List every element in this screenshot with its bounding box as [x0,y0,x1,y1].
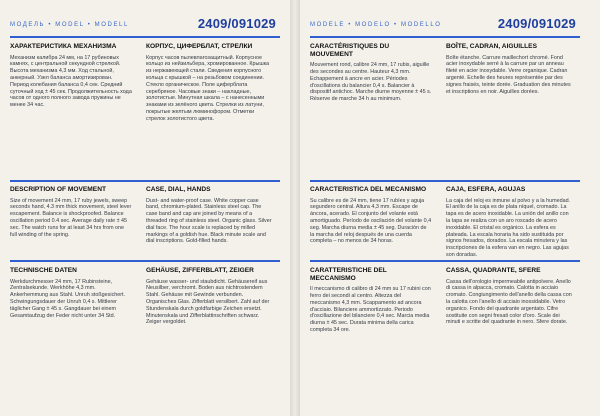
section-movement-es [310,186,432,245]
section-title: CARATTERISTICHE DEL MECCANISMO [310,267,387,282]
section-movement-ru [10,43,132,109]
section-body: Werkdurchmesser 24 mm, 17 Rubinsteine, Zentralsekunde. Werkhöhe 4,3 mm. Ankerhemmung aus Stahl. Unruh stoßgesichert. Schwingungsdauer der Unruh 0,4 s. Mittlerer täglicher Gang ± 45 s. Gangdauer bei einem Gesamtaufzug der Feder nicht unter 34 Std. [10,278,126,319]
divider-rule [310,36,580,38]
section-movement-en [10,186,132,238]
section-case-es [446,186,572,259]
right-header [300,18,590,34]
section-body: Механизм калибра 24 мм, на 17 рубиновых камнях, с центральной секундной стрелкой. Высота механизма 4,3 мм. Ход стальной, анкерный. Узел баланса амортизирован. Период колебания баланса 0,4 сек. Средний суточный ход ± 45 сек. Продолжительность хода часов от одного полного завода пружины не менее 34 час. [10,54,132,109]
section-body: La caja del reloj es inmune al polvo y a la humedad. El anillo de la caja es de plata níquel, cromado. La tapa es de acero inoxidable. La unión del anillo con la tapa se realiza con un aro roscado de acero inoxidable. El cristal es orgánico. La esfera es plateada. La escala horaria ha sido sustituida por signos fresados, dorados. La escala minutera y las inscripciones de la esfera van en negro. Las agujas son doradas. [446,197,571,258]
section-case-it [446,267,572,326]
section-case-ru [146,43,272,123]
section-movement-it [310,267,432,334]
section-title: TECHNISCHE DATEN [10,267,77,274]
divider-rule [310,180,580,182]
section-title: CAJA, ESFERA, AGUJAS [446,186,526,193]
section-title: КОРПУС, ЦИФЕРБЛАТ, СТРЕЛКИ [146,43,253,50]
divider-rule [10,180,280,182]
section-case-de [146,267,272,326]
section-title: DESCRIPTION OF MOVEMENT [10,186,106,193]
section-body: Mouvement rond, calibre 24 mm, 17 rubis, aiguille des secondes au centre. Hauteur 4,3 mm. Echappement à ancre en acier. Périodes d'oscillations du balancier 0,4 s. Balancier à dispositif antichoc. Marche diurne moyenne ± 45 s. Réserve de marche 34 h au minimum. [310,62,432,103]
model-header-label: МОДЕЛЬ • MODEL • MODELL [10,22,129,28]
section-title: CASSA, QUADRANTE, SFERE [446,267,541,274]
section-body: Корпус часов пылевлагозащитный. Корпусное кольцо из нейзильбера, хромированное. Крышка из нержавеющей стали. Сведения корпусного кольца с крышкой – на резьбовом соединении. Стекло органическое. Поле циферблата серебряное. Часовые знаки – накладные, золотистые. Минутная шкала – с нанесенными знаками из зелёного цвета. Стрелки из латуни, покрытые желтым люминофором. Отметки стрелок золотистого цвета. [146,54,270,122]
page-gutter [290,0,300,416]
divider-rule [10,260,280,262]
section-body: Gehäuse wasser- und staubdicht. Gehäusereif aus Neusilber, verchromt. Boden aus nichtrostendem Stahl. Gehäuse mit Gewinde verbunden. Organisches Glas. Zifferblatt versilbert. Zahl auf der Stundenskala durch goldfarbige Zeichen ersetzt. Minutenskala und Zifferblattinschriften schwarz. Zeiger vergoldet. [146,278,270,326]
section-title: CASE, DIAL, HANDS [146,186,211,193]
right-page [300,0,590,416]
section-body: Size of movement 24 mm, 17 ruby jewels, sweep seconds hand, 4.3 mm thick movement, steel lever escapement. Balance is shockproofed. Balance oscillation period 0.4 sec. Average daily rate ± 45 sec. The watch runs for at least 34 hrs from one full winding of the spring. [10,197,132,238]
section-body: Boîte étanche. Carrure maillechort chromé. Fond acier inoxydable serré à la carrure par un anneau fileté en acier inoxydable. Verre organique. Cadran argenté. Echelle des heures représentée par des signes fraisés, teinte dorée. Graduation des minutes et inscriptions en noir. Aiguilles dorées. [446,54,571,95]
divider-rule [310,260,580,262]
section-body: Il meccanismo di calibro di 24 mm su 17 rubini con ferro dei secondi al centro. Altezza del meccanismo 4,3 mm. Scappamento ad ancora d'acciaio. Bilanciere ammortizzato. Periodo d'oscillazione del bilanciere 0,4 sec. Marcia media diurna ± 45 sec. Durata minima della carica completa 34 ore. [310,286,431,333]
divider-rule [10,36,280,38]
section-title: ХАРАКТЕРИСТИКА МЕХАНИЗМА [10,43,117,50]
model-header-label: MODELE • MODELO • MODELLO [310,22,442,28]
section-case-en [146,186,272,245]
left-page [0,0,290,416]
section-movement-fr [310,43,432,103]
section-title: CARACTÉRISTIQUES DU MOUVEMENT [310,43,390,58]
model-number: 2409/091029 [197,16,276,31]
left-header [0,18,290,34]
section-body: Dust- and water-proof case. White copper case band, chromium-plated. Stainless steel cap. The case band and cap are joined by means of a threaded ring of stainless steel. Organic glass. Silver dial face. The hour scale is replaced by milled markings of a goldish hue. Black minute scale and dial inscriptions. Gold-filled hands. [146,197,272,245]
section-title: CARACTERISTICA DEL MECANISMO [310,186,427,193]
section-case-fr [446,43,572,95]
model-number: 2409/091029 [497,16,576,31]
section-body: Cassa dell'orologio impermeabile antipolvere. Anello di cassa in alpacca, cromato. Calotta in acciaio cromato. Congiungimento dell'anello della cassa con la calotta con l'anello di acciaio inossidabile. Vetro organico. Fondo del quadrante argentato. Cifre sostituite con segni fresati color d'oro. Scale dei minuti e scritte del quadrante in nero. Sfere dorate. [446,278,572,326]
section-title: GEHÄUSE, ZIFFERBLATT, ZEIGER [146,267,254,274]
section-movement-de [10,267,132,319]
section-title: BOÎTE, CADRAN, AIGUILLES [446,43,537,50]
section-body: Su calibre es de 24 mm, tiene 17 rubíes y aguja segundero central. Altura 4,3 mm. Escape de áncora, acerado. El conjunto del volante está amortiguado. Período de oscilación del volante 0,4 seg. Marcha diurna media ± 45 seg. Duración de la marcha del reloj después de una cuerda completa – no menos de 34 horas. [310,197,432,245]
